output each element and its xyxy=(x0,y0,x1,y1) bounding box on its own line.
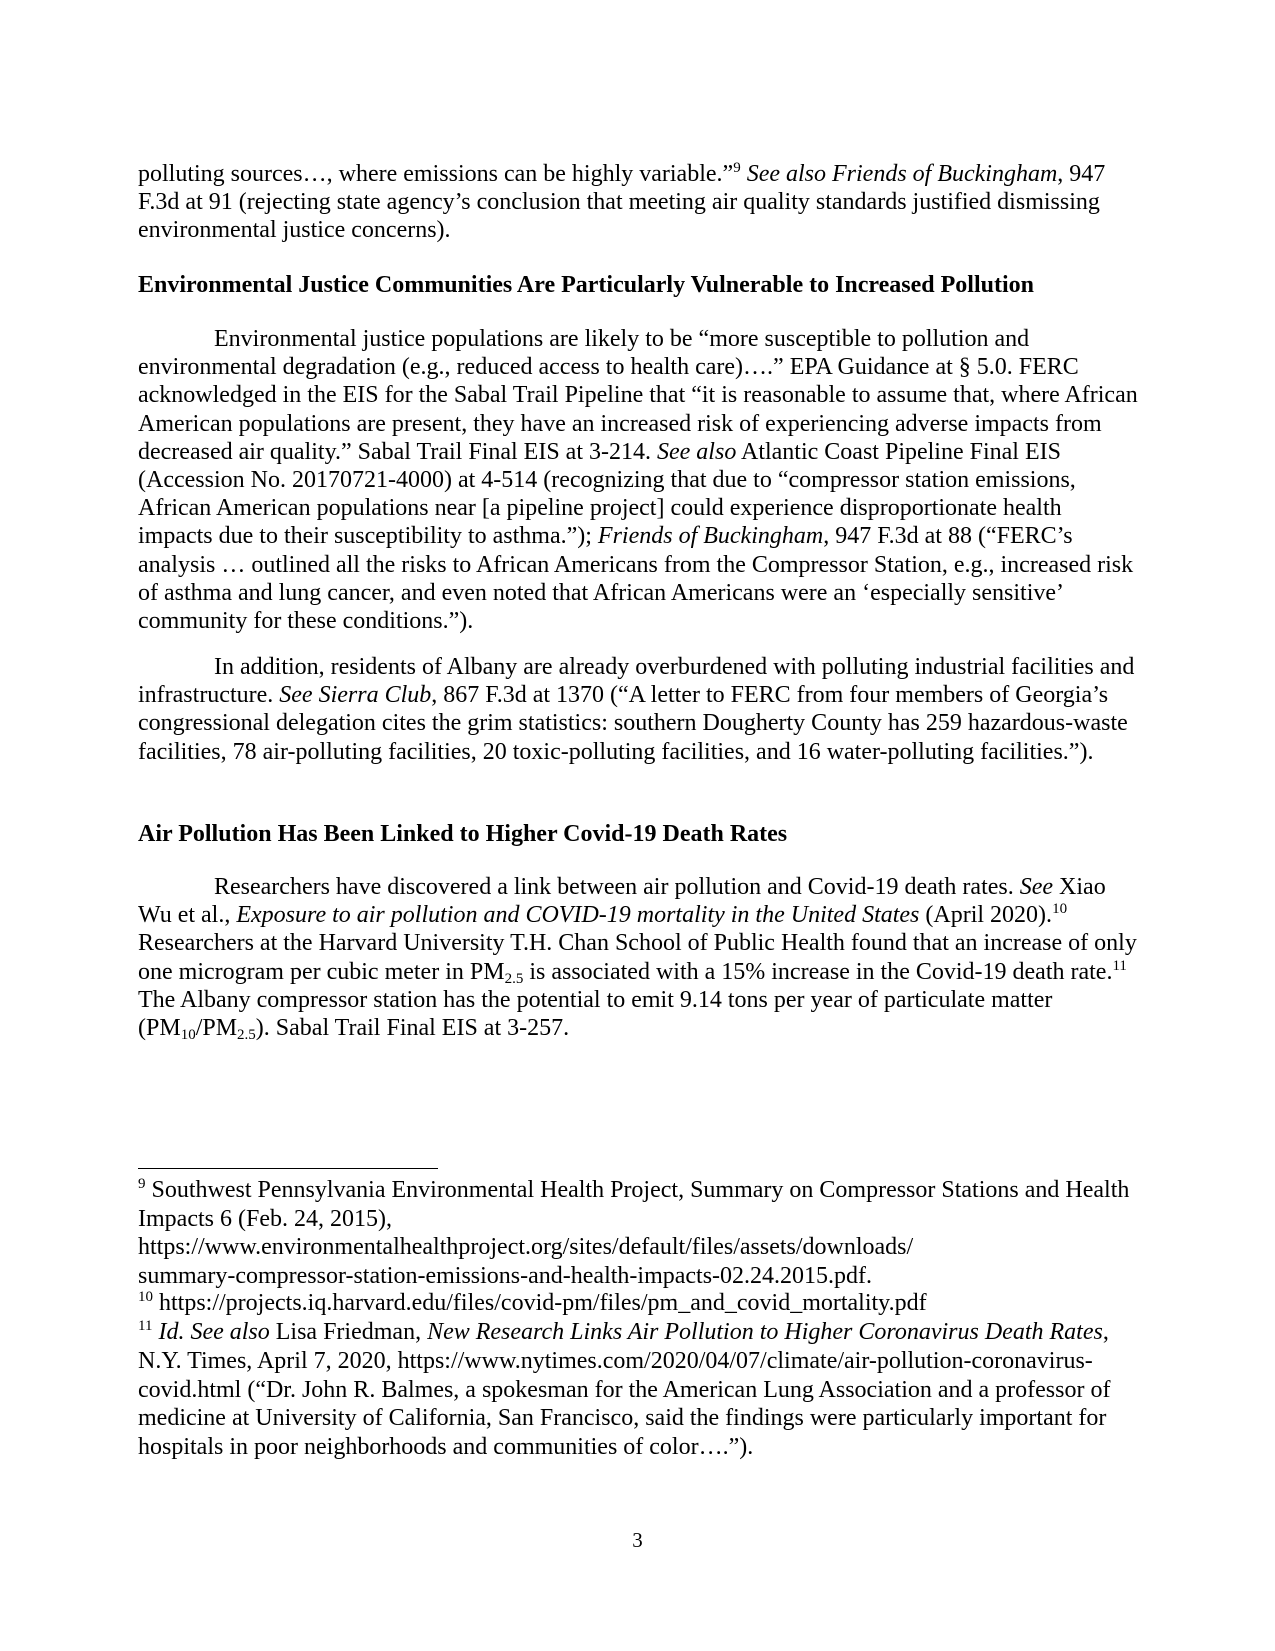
footnote-ref-10[interactable]: 10 xyxy=(1052,901,1068,918)
text-run: ). Sabal Trail Final EIS at 3-257. xyxy=(255,1015,570,1042)
footnote-ref-9[interactable]: 9 xyxy=(733,160,741,176)
footnote-separator xyxy=(138,1168,438,1169)
footnote-number: 11 xyxy=(138,1318,153,1334)
text-run: Lisa Friedman, xyxy=(269,1319,428,1345)
text-run: Southwest Pennsylvania Environmental Health Project, Summary on Compressor Stations and Health Impacts 6 (Feb. 24, 2015), xyxy=(138,1177,1130,1232)
section-heading-ej-vulnerable: Environmental Justice Communities Are Particularly Vulnerable to Increased Pollution xyxy=(138,272,1034,298)
paragraph-ej-susceptibility xyxy=(138,325,1138,635)
article-title: Exposure to air pollution and COVID-19 mortality in the United States xyxy=(236,902,920,929)
url-line[interactable]: summary-compressor-station-emissions-and-health-impacts-02.24.2015.pdf. xyxy=(138,1262,873,1289)
text-run: Environmental justice populations are likely to be “more susceptible to pollution and environmental degradation (e.g., reduced access to health care)….” EPA Guidance at § 5.0. FERC acknowledged in the EIS for the Sabal Trail Pipeline that “it is reasonable to assume that, where African American populations are present, they have an increased risk of experiencing adverse impacts from decreased air quality.” Sabal Trail Final EIS at 3-214. xyxy=(138,326,1138,465)
text-run: The Albany compressor station has the potential to emit 9.14 tons per year of particulate matter (PM xyxy=(138,986,1053,1042)
footnote-number: 9 xyxy=(138,1176,146,1192)
case-citation: Friends of Buckingham xyxy=(597,523,824,550)
paragraph-albany-overburdened xyxy=(138,653,1138,766)
section-heading-covid-air-pollution: Air Pollution Has Been Linked to Higher Covid-19 Death Rates xyxy=(138,821,788,847)
signal-see-also: See also xyxy=(657,438,737,465)
text-run: , N.Y. Times, April 7, 2020, https://www.nytimes.com/2020/04/07/climate/air-pollution-coronavirus-covid.html (“Dr. John R. Balmes, a spokesman for the American Lung Association and a professor of medicine at University of California, San Francisco, said the findings were particularly important for hospitals in poor neighborhoods and communities of color….”). xyxy=(138,1319,1111,1461)
url-line[interactable]: https://www.environmentalhealthproject.org/sites/default/files/assets/downloads/ xyxy=(138,1234,914,1260)
subscript: 2.5 xyxy=(504,970,524,987)
text-run: (April 2020). xyxy=(919,902,1053,929)
text-run: Researchers have discovered a link between air pollution and Covid-19 death rates. xyxy=(214,874,1020,900)
text-run: is associated with a 15% increase in the Covid-19 death rate. xyxy=(523,958,1113,985)
page-number: 3 xyxy=(632,1528,643,1552)
text-run: In addition, residents of Albany are already overburdened with polluting industrial facilities and infrastructure. xyxy=(138,654,1135,709)
signal-id-see-also: Id. See also xyxy=(152,1319,270,1345)
text-run: polluting sources…, where emissions can be highly variable.” xyxy=(138,161,734,187)
text-run: , 947 F.3d at 88 (“FERC’s analysis … outlined all the risks to African Americans from the Compressor Station, e.g., increased risk of asthma and lung cancer, and even noted that African Americans were an ‘especially sensitive’ community for these conditions.”). xyxy=(138,523,1134,635)
paragraph-covid-research xyxy=(138,873,1138,1042)
footnote-11 xyxy=(138,1318,1138,1462)
footnote-ref-11[interactable]: 11 xyxy=(1112,957,1127,974)
footnote-number: 10 xyxy=(138,1289,153,1305)
continuation-paragraph xyxy=(138,160,1138,245)
signal-see: See xyxy=(1019,874,1054,900)
subscript: 10 xyxy=(180,1027,196,1044)
text-run: /PM xyxy=(195,1015,238,1042)
subscript: 2.5 xyxy=(237,1027,256,1044)
article-title: New Research Links Air Pollution to Higher Coronavirus Death Rates xyxy=(427,1319,1103,1345)
footnote-10 xyxy=(138,1289,1138,1318)
text-run: Atlantic Coast Pipeline Final EIS (Accession No. 20170721-4000) at 4-514 (recognizing that due to “compressor station emissions, African American populations near [a pipeline project] could experience disproportionate health impacts due to their susceptibility to asthma.”); xyxy=(138,438,1076,550)
text-run: , 947 F.3d at 91 (rejecting state agency’s conclusion that meeting air quality standards justified dismissing environmental justice concerns). xyxy=(138,161,1106,244)
footnote-url[interactable]: https://projects.iq.harvard.edu/files/covid-pm/files/pm_and_covid_mortality.pdf xyxy=(153,1290,927,1316)
case-citation: See Sierra Club xyxy=(279,682,432,709)
footnote-9 xyxy=(138,1176,1138,1234)
text-run: Xiao Wu et al., xyxy=(138,874,1106,929)
case-citation: See also Friends of Buckingham xyxy=(746,161,1058,187)
text-run: , 867 F.3d at 1370 (“A letter to FERC from four members of Georgia’s congressional delegation cites the grim statistics: southern Dougherty County has 259 hazardous-waste facilities, 78 air-polluting facilities, 20 toxic-polluting facilities, and 16 water-polluting facilities.”). xyxy=(138,682,1128,765)
text-run: Researchers at the Harvard University T.H. Chan School of Public Health found that an increase of only one microgram per cubic meter in PM xyxy=(138,930,1137,985)
footnote-9-url[interactable] xyxy=(138,1233,1138,1291)
